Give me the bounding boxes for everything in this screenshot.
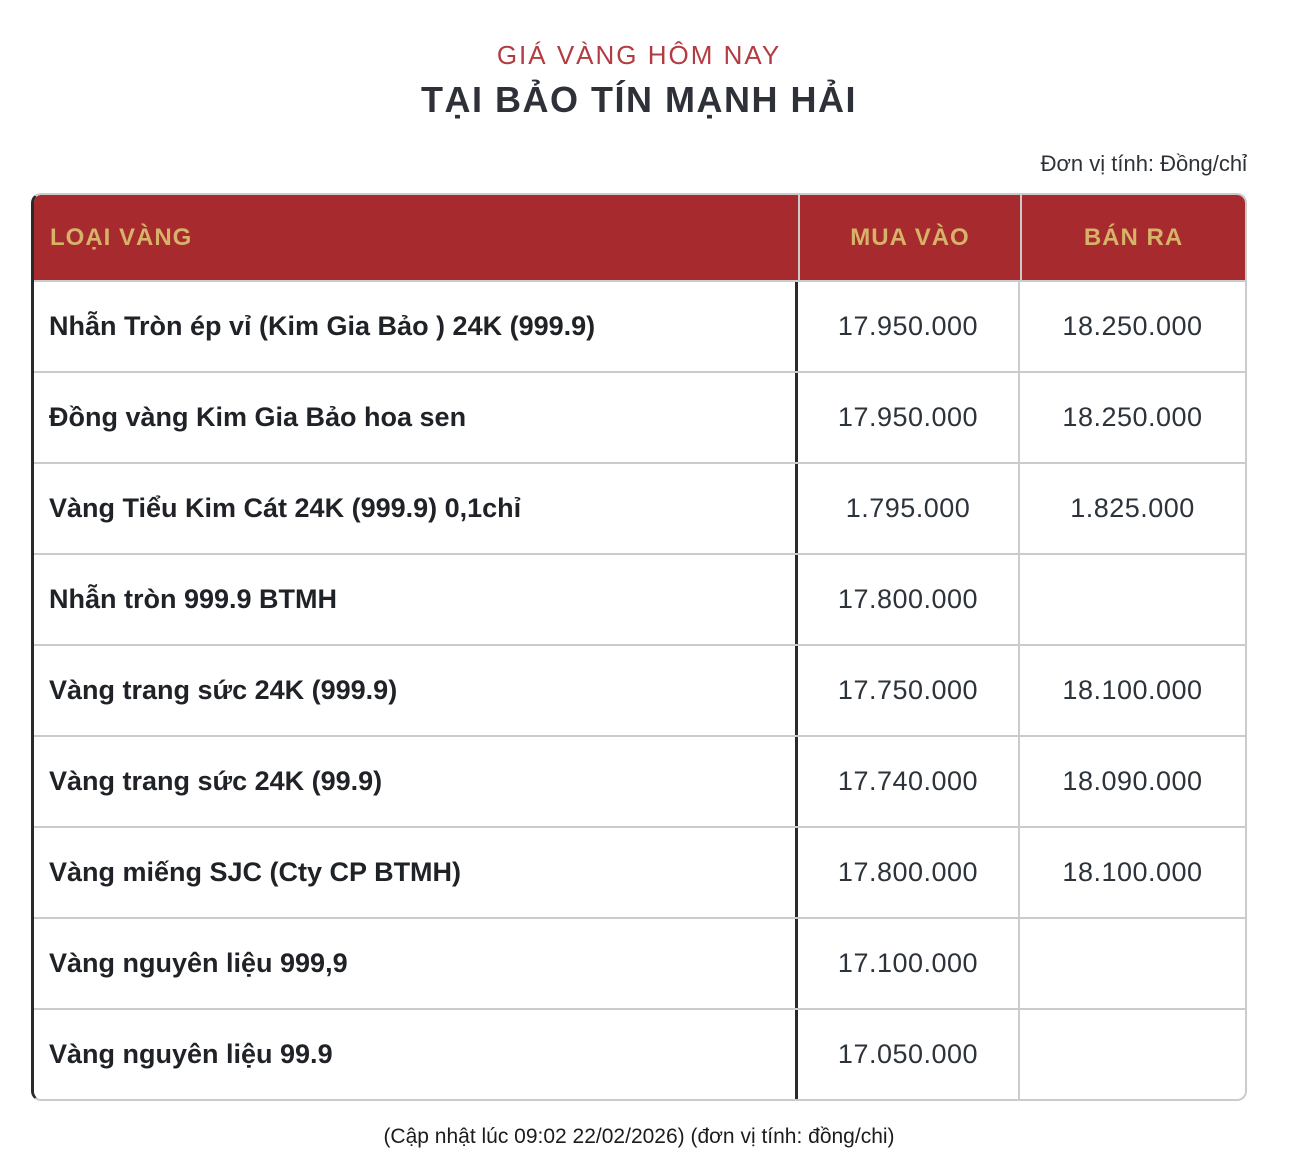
buy-price: 17.950.000 (798, 282, 1020, 371)
column-header-mua-vao: MUA VÀO (798, 195, 1020, 280)
buy-price: 17.800.000 (798, 828, 1020, 917)
sell-price: 18.090.000 (1062, 766, 1203, 796)
gold-type-label: Vàng nguyên liệu 99.9 (34, 1010, 798, 1099)
table-row (34, 280, 1245, 371)
column-header-loai-vang: LOẠI VÀNG (34, 195, 798, 280)
buy-price: 1.795.000 (798, 464, 1020, 553)
buy-price: 17.050.000 (798, 1010, 1020, 1099)
buy-price: 17.750.000 (798, 646, 1020, 735)
sell-price: 18.100.000 (1062, 857, 1203, 887)
table-row (34, 1008, 1245, 1099)
sell-price: 18.250.000 (1062, 402, 1203, 432)
sell-price (1020, 919, 1245, 1008)
gold-price-table (31, 193, 1247, 1101)
buy-price: 17.740.000 (798, 737, 1020, 826)
sell-price (1020, 555, 1245, 644)
table-row (34, 553, 1245, 644)
gold-type-label: Đồng vàng Kim Gia Bảo hoa sen (34, 373, 798, 462)
table-row (34, 826, 1245, 917)
gold-price-page (31, 40, 1247, 1149)
table-row (34, 371, 1245, 462)
gold-type-label: Nhẫn Tròn ép vỉ (Kim Gia Bảo ) 24K (999.9) (34, 282, 798, 371)
gold-type-label: Vàng Tiểu Kim Cát 24K (999.9) 0,1chỉ (34, 464, 798, 553)
buy-price: 17.950.000 (798, 373, 1020, 462)
buy-price: 17.800.000 (798, 555, 1020, 644)
sell-price (1020, 1010, 1245, 1099)
page-subtitle: GIÁ VÀNG HÔM NAY (496, 40, 782, 70)
gold-type-label: Vàng miếng SJC (Cty CP BTMH) (34, 828, 798, 917)
table-header-row (34, 195, 1245, 280)
sell-price: 1.825.000 (1070, 493, 1195, 523)
unit-note: Đơn vị tính: Đồng/chỉ (1040, 151, 1247, 176)
gold-type-label: Nhẫn tròn 999.9 BTMH (34, 555, 798, 644)
table-row (34, 917, 1245, 1008)
table-row (34, 462, 1245, 553)
gold-type-label: Vàng nguyên liệu 999,9 (34, 919, 798, 1008)
update-note: (Cập nhật lúc 09:02 22/02/2026) (đơn vị tính: đồng/chi) (383, 1125, 895, 1148)
gold-type-label: Vàng trang sức 24K (99.9) (34, 737, 798, 826)
sell-price: 18.100.000 (1062, 675, 1203, 705)
page-title: TẠI BẢO TÍN MẠNH HẢI (421, 79, 857, 120)
buy-price: 17.100.000 (798, 919, 1020, 1008)
table-body (34, 280, 1245, 1099)
table-row (34, 644, 1245, 735)
table-row (34, 735, 1245, 826)
sell-price: 18.250.000 (1062, 311, 1203, 341)
column-header-ban-ra: BÁN RA (1020, 195, 1245, 280)
gold-type-label: Vàng trang sức 24K (999.9) (34, 646, 798, 735)
